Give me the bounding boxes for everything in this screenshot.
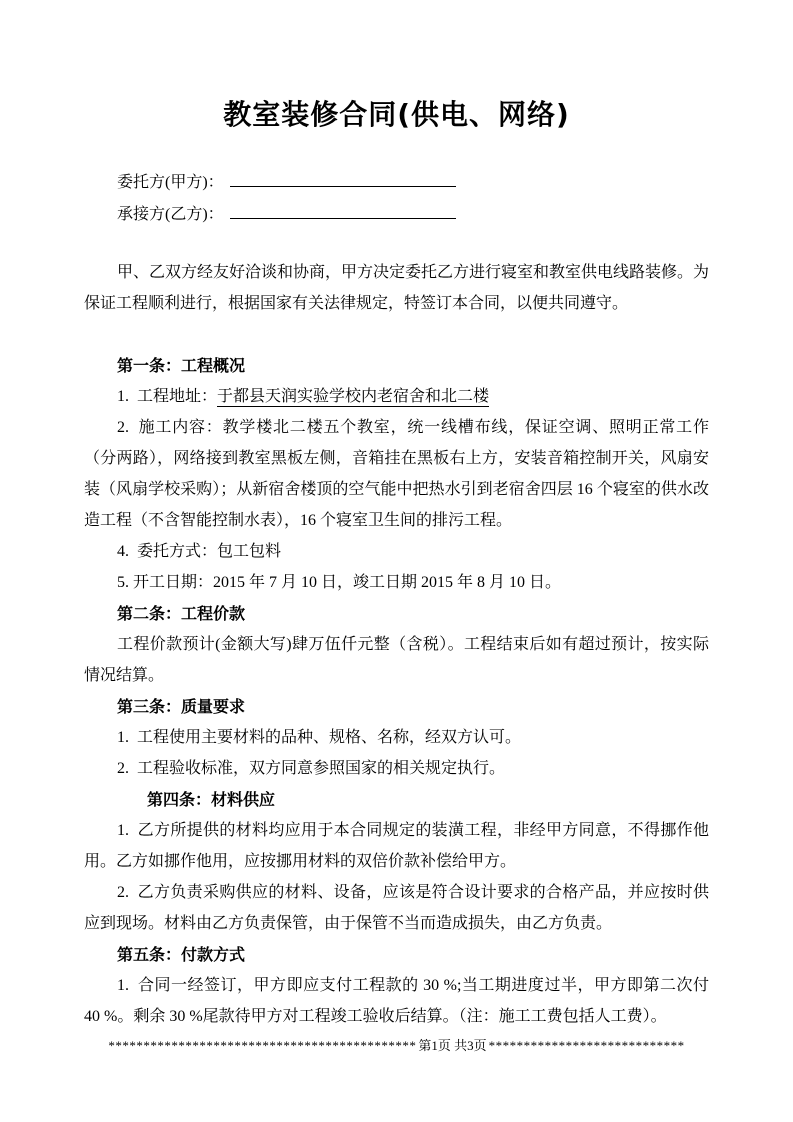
section-material-supply bbox=[84, 784, 709, 939]
paragraph-price: 工程价款预计(金额大写)肆万伍仟元整（含税）。工程结束后如有超过预计，按实际情况结算。 bbox=[84, 636, 709, 684]
address-prefix: 1. 工程地址： bbox=[117, 388, 218, 405]
contract-body bbox=[84, 257, 713, 1032]
section-payment-method bbox=[84, 939, 713, 1032]
item-commission-method: 4. 委托方式：包工包料 bbox=[117, 543, 282, 560]
section-quality-requirements bbox=[84, 691, 709, 784]
item-payment-schedule: 1. 合同一经签订，甲方即应支付工程款的 30 %;当工期进度过半，甲方即第二次付 40 %。剩余 30 %尾款待甲方对工程竣工验收后结算。（注：施工工费包括人工费）。 bbox=[84, 977, 713, 1025]
item-material-procurement: 2. 乙方负责采购供应的材料、设备，应该是符合设计要求的合格产品，并应按时供应到现场。材料由乙方负责保管，由于保管不当而造成损失，由乙方负责。 bbox=[84, 884, 709, 932]
item-construction-content: 2. 施工内容：教学楼北二楼五个教室，统一线槽布线，保证空调、照明正常工作（分两路），网络接到教室黑板左侧，音箱挂在黑板右上方，安装音箱控制开关，风扇安装（风扇学校采购）；从新宿舍楼顶的空气能中把热水引到老宿舍四层 16 个寝室的供水改造工程（不含智能控制水表），16 个寝室卫生间的排污工程。 bbox=[84, 419, 709, 529]
party-b-fill-line[interactable] bbox=[230, 200, 456, 219]
page-title: 教室装修合同(供电、网络) bbox=[223, 98, 570, 131]
item-materials-approval: 1. 工程使用主要材料的品种、规格、名称，经双方认可。 bbox=[117, 729, 522, 746]
footer-page-number: 第1页 共3页 bbox=[418, 1038, 487, 1053]
party-b-label: 承接方(乙方)： bbox=[117, 206, 224, 223]
item-material-usage: 1. 乙方所提供的材料均应用于本合同规定的装潢工程，非经甲方同意，不得挪作他用。乙方如挪作他用，应按挪用材料的双倍价款补偿给甲方。 bbox=[84, 822, 709, 870]
party-a-row bbox=[117, 167, 709, 199]
section-3-heading: 第三条：质量要求 bbox=[117, 697, 246, 716]
item-start-completion-dates: 5. 开工日期：2015 年 7 月 10 日，竣工日期 2015 年 8 月 10 日。 bbox=[117, 574, 562, 591]
section-project-overview bbox=[84, 350, 709, 598]
party-b-row bbox=[117, 199, 709, 231]
party-a-fill-line[interactable] bbox=[230, 168, 456, 187]
section-5-heading: 第五条：付款方式 bbox=[117, 945, 246, 964]
section-4-heading: 第四条：材料供应 bbox=[147, 790, 276, 809]
intro-paragraph: 甲、乙双方经友好洽谈和协商，甲方决定委托乙方进行寝室和教室供电线路装修。为保证工程顺利进行，根据国家有关法律规定，特签订本合同，以便共同遵守。 bbox=[84, 264, 710, 312]
footer-stars-right: **************************** bbox=[488, 1038, 685, 1053]
party-a-label: 委托方(甲方)： bbox=[117, 174, 224, 191]
section-project-price bbox=[84, 598, 709, 691]
section-2-heading: 第二条：工程价款 bbox=[117, 604, 246, 623]
page-footer bbox=[0, 1038, 793, 1054]
footer-stars-left: ******************************************** bbox=[108, 1038, 417, 1053]
parties-block bbox=[117, 167, 709, 231]
item-acceptance-standard: 2. 工程验收标准，双方同意参照国家的相关规定执行。 bbox=[117, 760, 506, 777]
section-1-heading: 第一条：工程概况 bbox=[117, 356, 246, 375]
item-project-address bbox=[84, 381, 709, 412]
address-underlined-value: 于都县天润实验学校内老宿舍和北二楼 bbox=[217, 388, 490, 405]
